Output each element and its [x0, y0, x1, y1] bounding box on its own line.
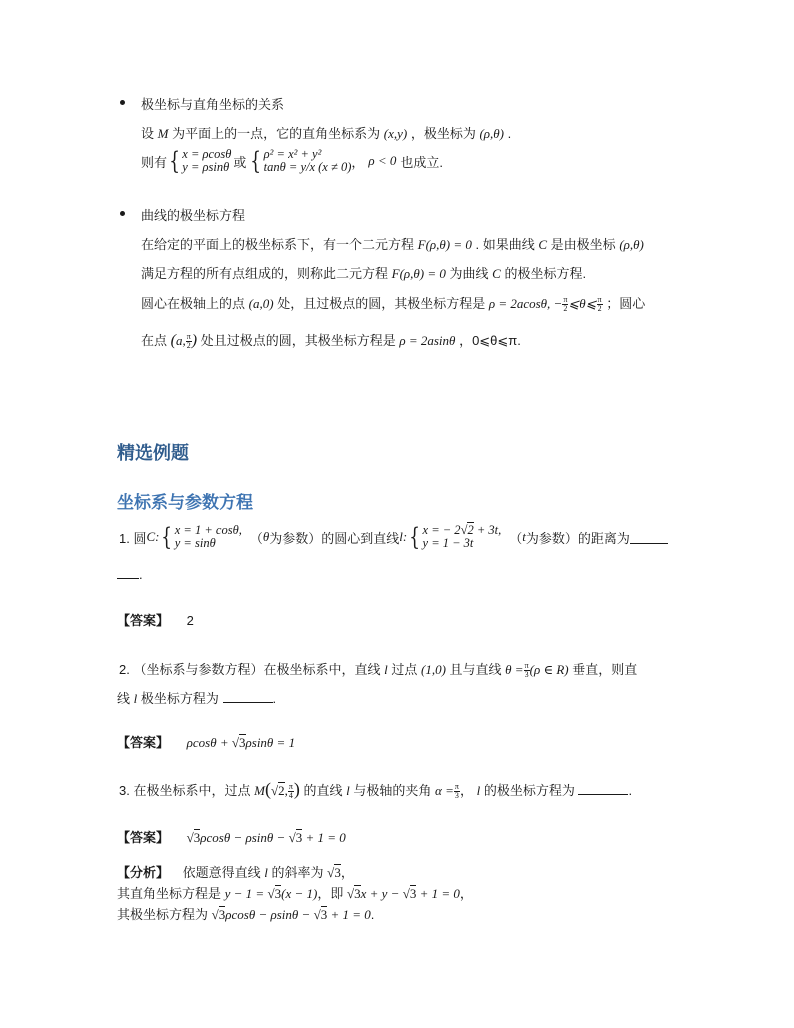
analysis-label: 【分析】: [117, 865, 170, 880]
answer-label: 【答案】: [117, 735, 170, 750]
fraction-pi-over-3: $\frac{\pi}{3}$: [454, 782, 459, 801]
section-heading-examples: 精选例题: [117, 443, 189, 463]
subheading-coordinates-parametric: 坐标系与参数方程: [117, 493, 253, 512]
bullet-dot: [120, 100, 125, 105]
question-3-answer: 【答案】 √3ρcosθ − ρsinθ − √3 + 1 = 0: [117, 830, 346, 845]
answer-label: 【答案】: [117, 613, 170, 628]
definition-paragraph-line-2: 满足方程的所有点组成的，则称此二元方程 F(ρ,θ) = 0 为曲线 C 的极坐标方程.: [141, 266, 587, 281]
fraction-pi-over-2: $\frac{\pi}{2}$: [186, 332, 191, 351]
fraction-pi-over-4: $\frac{\pi}{4}$: [288, 782, 293, 801]
question-3-analysis-line-2: 其直角坐标方程是 y − 1 = √3(x − 1)，即 √3x + y − √3 + 1 = 0，: [117, 886, 473, 901]
conversion-system-2: { ρ² = x² + y² tanθ = y/x (x ≠ 0): [250, 147, 352, 175]
question-2-line-2: 线 l 极坐标方程为 .: [117, 691, 277, 706]
question-1: 1. 圆 C: { x = 1 + cosθ, y = sinθ （ θ 为参数）的圆心到直线 l: { x = − 2√2 + 3t, y = 1 − 3t （ t 为参数）的距离为: [119, 524, 668, 550]
conversion-system-1: { x = ρcosθ y = ρsinθ: [169, 147, 232, 175]
bullet-dot: [120, 211, 125, 216]
circle-through-pole-line: 在点 (a, $\frac{\pi}{2}$ ) 处且过极点的圆，其极坐标方程是 ρ = 2asinθ ，0⩽θ⩽π.: [141, 332, 521, 351]
question-3-analysis-line-3: 其极坐标方程为 √3ρcosθ − ρsinθ − √3 + 1 = 0.: [117, 907, 375, 922]
answer-blank[interactable]: [117, 566, 139, 579]
polar-definition-line: 设 M 为平面上的一点，它的直角坐标系为 (x,y) ，极坐标为 (ρ,θ) .: [141, 126, 512, 141]
answer-blank[interactable]: [223, 690, 273, 703]
question-3-analysis-line-1: 【分析】 依题意得直线 l 的斜率为 √3，: [117, 865, 354, 880]
fraction-pi-over-3: $\frac{\pi}{3}$: [524, 661, 529, 680]
fraction-pi-over-2: $\frac{\pi}{2}$: [597, 295, 602, 314]
conversion-formulas-line: 则有 { x = ρcosθ y = ρsinθ 或 { ρ² = x² + y² tanθ = y/x (x ≠ 0) ， ρ < 0 也成立.: [141, 147, 444, 175]
answer-label: 【答案】: [117, 830, 170, 845]
line-parametric-system: { x = − 2√2 + 3t, y = 1 − 3t: [409, 523, 502, 551]
bullet-title-polar-equation: 曲线的极坐标方程: [141, 208, 246, 223]
circle-on-polar-axis-line: 圆心在极轴上的点 (a,0) 处，且过极点的圆，其极坐标方程是 ρ = 2acosθ, − $\frac{\pi}{2}$ ⩽θ⩽ $\frac{\pi}{2}$ ；圆心: [141, 295, 646, 314]
definition-paragraph-line-1: 在给定的平面上的极坐标系下，有一个二元方程 F(ρ,θ) = 0 . 如果曲线 C 是由极坐标 (ρ,θ): [141, 237, 644, 252]
question-2-answer: 【答案】 ρcosθ + √3ρsinθ = 1: [117, 735, 296, 750]
answer-blank[interactable]: [578, 782, 628, 795]
answer-blank[interactable]: [630, 531, 668, 544]
fraction-pi-over-2: $\frac{\pi}{2}$: [563, 295, 568, 314]
bullet-title-polar-relation: 极坐标与直角坐标的关系: [141, 97, 285, 112]
question-3: 3. 在极坐标系中，过点 M(√2, $\frac{\pi}{4}$ ) 的直线 l 与极轴的夹角 α = $\frac{\pi}{3}$ ， l 的极坐标方程为 .: [119, 779, 633, 801]
question-1-blank-continuation: .: [117, 566, 143, 582]
question-2: 2. （坐标系与参数方程）在极坐标系中，直线 l 过点 (1,0) 且与直线 θ = $\frac{\pi}{3}$ (ρ ∈ R) 垂直，则直: [119, 661, 638, 680]
question-1-answer: 【答案】 2: [117, 613, 194, 628]
circle-parametric-system: { x = 1 + cosθ, y = sinθ: [161, 523, 242, 551]
